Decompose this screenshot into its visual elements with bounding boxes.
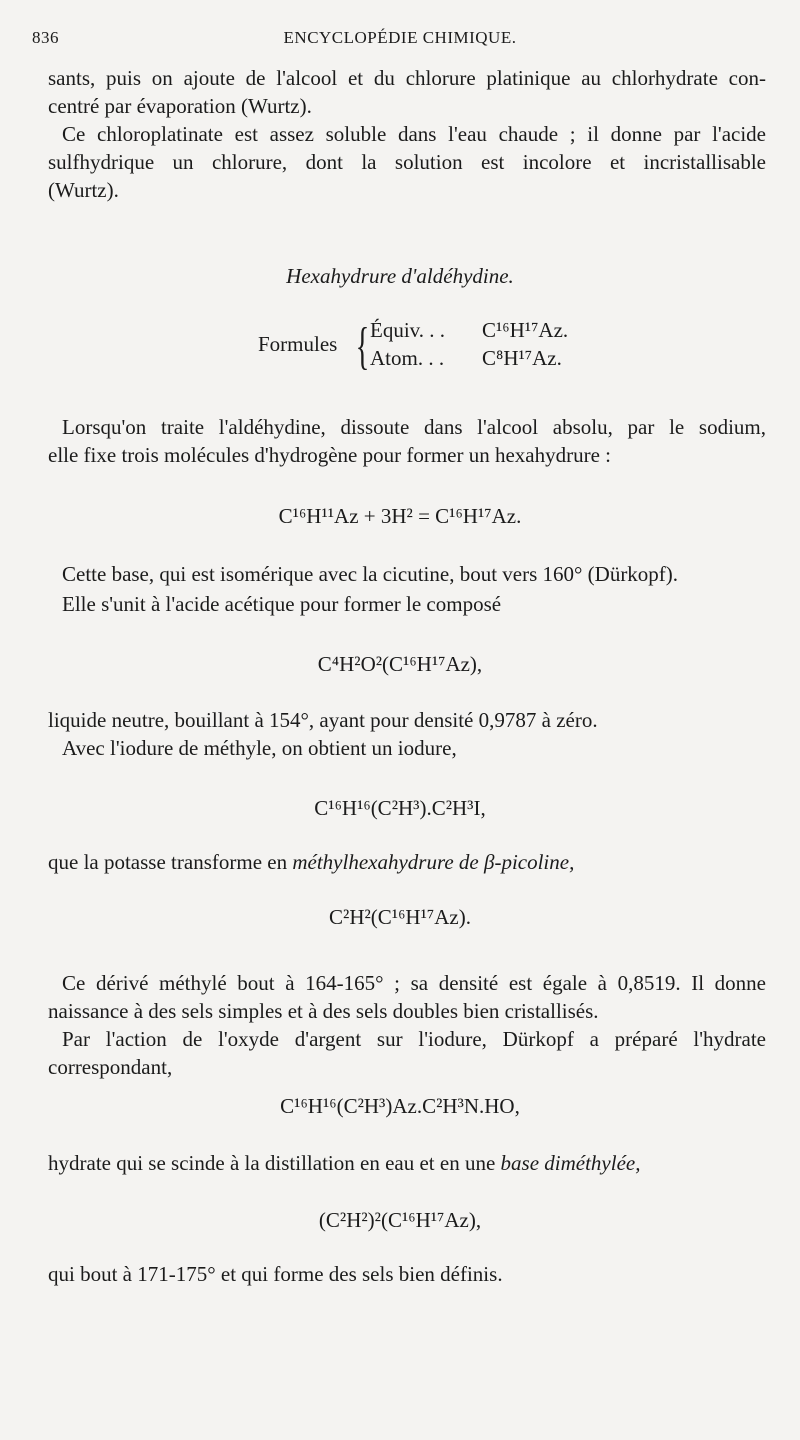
paragraph-line: qui bout à 171-175° et qui forme des sels bien définis.	[48, 1262, 503, 1286]
paragraph-line: elle fixe trois molécules d'hydrogène pour former un hexahydrure :	[48, 443, 612, 467]
brace-glyph: {	[355, 318, 370, 375]
compound-name: méthylhexahydrure de β-picoline,	[292, 850, 575, 874]
paragraph-line: Ce dérivé méthylé bout à 164-165° ; sa densité est égale à 0,8519. Il donne	[62, 971, 766, 995]
formula-equiv-row	[370, 318, 568, 343]
paragraph-line: sulfhydrique un chlorure, dont la solution est incolore et incristallisable	[48, 150, 766, 174]
equation: C¹⁶H¹⁶(C²H³).C²H³I,	[314, 796, 486, 820]
paragraph-line: sants, puis on ajoute de l'alcool et du chlorure platinique au chlorhydrate con-	[48, 66, 766, 90]
paragraph-line: naissance à des sels simples et à des sels doubles bien cristallisés.	[48, 999, 599, 1023]
atom-label: Atom. . .	[370, 346, 445, 370]
running-head: ENCYCLOPÉDIE CHIMIQUE.	[283, 28, 517, 47]
compound-name: base diméthylée,	[500, 1151, 641, 1175]
paragraph-line: Cette base, qui est isomérique avec la cicutine, bout vers 160° (Dürkopf).	[62, 562, 679, 586]
equation: C⁴H²O²(C¹⁶H¹⁷Az),	[317, 652, 483, 676]
paragraph-line: liquide neutre, bouillant à 154°, ayant pour densité 0,9787 à zéro.	[48, 708, 598, 732]
paragraph-line	[48, 848, 766, 876]
paragraph-line: Ce chloroplatinate est assez soluble dans l'eau chaude ; il donne par l'acide	[62, 122, 766, 146]
equation: (C²H²)²(C¹⁶H¹⁷Az),	[318, 1208, 482, 1232]
paragraph-line: centré par évaporation (Wurtz).	[48, 94, 312, 118]
equiv-value: C¹⁶H¹⁷Az.	[482, 318, 569, 342]
formula-atom-row	[370, 346, 562, 371]
paragraph-line: Lorsqu'on traite l'aldéhydine, dissoute dans l'alcool absolu, par le sodium,	[62, 415, 766, 439]
paragraph-text: que la potasse transforme en	[48, 850, 288, 874]
paragraph-line: correspondant,	[48, 1055, 173, 1079]
paragraph-line: Elle s'unit à l'acide acétique pour former le composé	[62, 592, 502, 616]
equation: C¹⁶H¹¹Az + 3H² = C¹⁶H¹⁷Az.	[278, 504, 522, 528]
equation: C²H²(C¹⁶H¹⁷Az).	[329, 905, 471, 929]
equiv-label: Équiv. . .	[370, 318, 446, 342]
paragraph-line	[48, 1149, 766, 1177]
paragraph-line: (Wurtz).	[48, 178, 119, 202]
atom-value: C⁸H¹⁷Az.	[482, 346, 562, 370]
page-number: 836	[32, 28, 59, 47]
paragraph-line: Par l'action de l'oxyde d'argent sur l'iodure, Dürkopf a préparé l'hydrate	[62, 1027, 766, 1051]
paragraph-text: hydrate qui se scinde à la distillation en eau et en une	[48, 1151, 496, 1175]
equation: C¹⁶H¹⁶(C²H³)Az.C²H³N.HO,	[280, 1094, 520, 1118]
section-title: Hexahydrure d'aldéhydine.	[286, 264, 514, 288]
formules-label: Formules	[258, 332, 338, 356]
paragraph-line: Avec l'iodure de méthyle, on obtient un iodure,	[62, 736, 457, 760]
